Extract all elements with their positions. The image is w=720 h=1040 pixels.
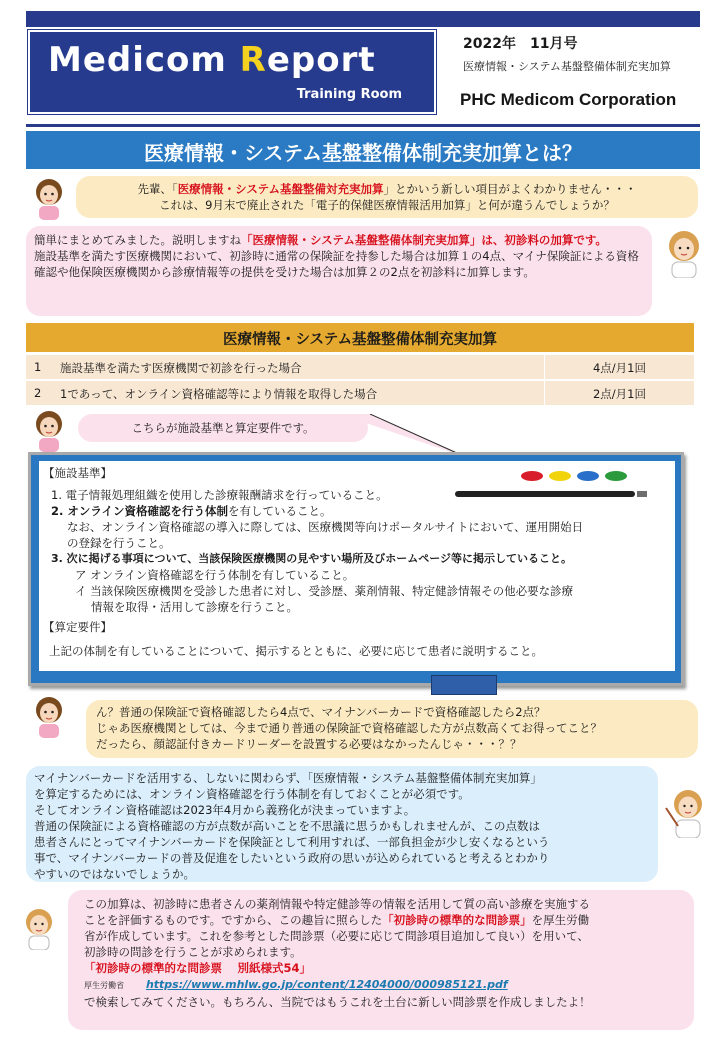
table-row	[26, 381, 694, 405]
row-number: 1	[34, 360, 42, 374]
question-bubble-1	[76, 176, 698, 218]
answer-line: 普通の保険証による資格確認の方が点数が高いことを不思議に思うかもしれませんが、この点数は	[34, 819, 540, 833]
marker-dots	[521, 471, 631, 483]
junior-staff-avatar-icon	[30, 694, 68, 738]
answer-line: 事で、マイナンバーカードの普及促進をしたいという政府の思いが込められていると考えるとわかり	[34, 851, 550, 865]
medicom-report-logo	[28, 30, 436, 114]
questionnaire-bubble	[68, 890, 694, 1030]
explanation-bubble	[26, 226, 652, 316]
logo-subtitle: Training Room	[296, 87, 402, 102]
bubble-1-highlight: 医療情報・システム基盤整備対充実加算	[177, 182, 384, 196]
page-title: 医療情報・システム基盤整備体制充実加算とは？	[144, 141, 582, 165]
standard-item-2-bold: 2. オンライン資格確認を行う体制	[51, 504, 229, 518]
row-description: 1であって、オンライン資格確認等により情報を取得した場合	[60, 387, 378, 401]
table-row	[26, 355, 694, 379]
standard-item-3b: イ 当該保険医療機関を受診した患者に対し、受診歴、薬剤情報、特定健診情報その他必要な診療	[75, 584, 574, 598]
green-marker-icon	[605, 471, 627, 481]
row-points: 2点/月1回	[544, 381, 694, 405]
junior-staff-avatar-icon	[30, 408, 68, 452]
facility-standards-label: 【施設基準】	[43, 466, 112, 480]
questionnaire-line	[84, 912, 684, 928]
requirements-intro-bubble: こちらが施設基準と算定要件です。	[78, 414, 368, 442]
explanation-intro	[34, 232, 644, 248]
red-marker-icon	[521, 471, 543, 481]
question-2-line: だったら、顔認証付きカードリーダーを設置する必要はなかったんじゃ・・・？？	[96, 737, 522, 751]
answer-line: を算定するためには、オンライン資格確認を行う体制を有しておくことが必須です。	[34, 787, 470, 801]
title-banner	[26, 131, 700, 169]
standard-item-3: 3. 次に掲げる事項について、当該保険医療機関の見やすい場所及びホームページ等に掲示していること。	[51, 552, 572, 565]
questionnaire-highlight: 「初診時の標準的な問診票」	[382, 913, 532, 927]
reference-url-link[interactable]: https://www.mhlw.go.jp/content/12404000/000985121.pdf	[145, 978, 508, 991]
standard-item-3a: ア オンライン資格確認を行う体制を有していること。	[75, 568, 355, 582]
explanation-intro-text: 簡単にまとめてみました。説明しますね	[34, 233, 241, 247]
answer-line: やすいのではないでしょうか。	[34, 867, 195, 881]
standard-item-2	[51, 503, 332, 519]
question-2-line: ん？普通の保険証で資格確認したら4点で、マイナンバーカードで資格確認したら2点？	[96, 705, 546, 719]
explanation-body: 施設基準を満たす医療機関において、初診時に通常の保険証を持参した場合は加算１の4点、マイナ保険証による資格確認や他保険医療機関から診療情報等の提供を受けた場合は加算２の2点を初診料に加算します。	[34, 249, 639, 279]
logo-title: Medicom Report	[48, 40, 376, 80]
questionnaire-text-end: を厚生労働	[531, 913, 590, 927]
pen-icon	[455, 491, 635, 497]
questionnaire-closing: で検索してみてください。もちろん、当院ではもうこれを土台に新しい問診票を作成しましたよ！	[84, 995, 591, 1009]
answer-line: そしてオンライン資格確認は2023年4月から義務化が決まっていますよ。	[34, 803, 416, 817]
pen-cap-icon	[637, 491, 647, 497]
questionnaire-line: この加算は、初診時に患者さんの薬剤情報や特定健診等の情報を活用して質の高い診療を実施する	[84, 897, 590, 911]
answer-line: 患者さんにとってマイナンバーカードを保険証として利用すれば、一部負担金が少し安くなるという	[34, 835, 550, 849]
calculation-requirement-text: 上記の体制を有していることについて、掲示するとともに、必要に応じて患者に説明すること。	[49, 644, 544, 658]
row-description: 施設基準を満たす医療機関で初診を行った場合	[60, 361, 302, 375]
bubble-1-line-1	[84, 181, 690, 197]
bubble-1-line-2: これは、9月末で廃止された「電子的保健医療情報活用加算」と何が違うんでしょうか？	[159, 198, 615, 212]
header-divider	[26, 124, 700, 127]
standard-item-3b-cont: 情報を取得・活用して診療を行うこと。	[91, 600, 298, 614]
question-bubble-2	[86, 700, 698, 758]
company-name: PHC Medicom Corporation	[460, 90, 677, 109]
yellow-marker-icon	[549, 471, 571, 481]
standard-item-2-note: なお、オンライン資格確認の導入に際しては、医療機関等向けポータルサイトにおいて、運用開始日	[67, 520, 584, 534]
whiteboard-surface	[39, 461, 675, 671]
eraser-icon	[431, 675, 497, 695]
questionnaire-text: ことを評価するものです。ですから、この趣旨に照らした	[84, 913, 383, 927]
junior-staff-avatar-icon	[30, 176, 68, 220]
bubble-1-text: 先輩、「	[137, 182, 178, 196]
bubble-1-text-end: 」とかいう新しい項目がよくわかりません・・・	[383, 182, 637, 196]
senior-staff-avatar-icon	[662, 228, 706, 278]
question-2-line: じゃあ医療機関としては、今まで通り普通の保険証で資格確認した方が点数高くてお得ってこと？	[96, 721, 602, 735]
senior-staff-avatar-icon	[20, 906, 58, 950]
requirements-whiteboard	[28, 452, 684, 686]
addition-table-heading: 医療情報・システム基盤整備体制充実加算	[26, 323, 694, 352]
answer-line: マイナンバーカードを活用する、しないに関わらず、「医療情報・システム基盤整備体制充実加算」	[34, 771, 542, 785]
top-bar	[26, 11, 700, 27]
blue-marker-icon	[577, 471, 599, 481]
standard-item-1: 1. 電子情報処理組織を使用した診療報酬請求を行っていること。	[51, 488, 388, 502]
standard-item-2-rest: を有していること。	[228, 504, 332, 518]
explanation-highlight: 「医療情報・システム基盤整備体制充実加算」は、初診料の加算です。	[241, 233, 607, 247]
source-label: 厚生労働省	[84, 981, 124, 990]
questionnaire-line: 初診時の問診を行うことが求められます。	[84, 945, 302, 959]
reference-link-line	[84, 976, 684, 994]
issue-date: 2022年 11月号	[463, 36, 578, 52]
teacher-pointer-avatar-icon	[664, 786, 708, 838]
calculation-requirements-label: 【算定要件】	[43, 620, 112, 634]
answer-bubble	[26, 766, 658, 882]
row-number: 2	[34, 386, 42, 400]
questionnaire-line: 省が作成しています。これを参考とした問診票（必要に応じて問診項目追加して良い）を用いて、	[84, 929, 589, 943]
questionnaire-reference-title: 「初診時の標準的な問診票 別紙様式54」	[84, 961, 312, 975]
issue-theme: 医療情報・システム基盤整備体制充実加算	[463, 60, 671, 73]
row-points: 4点/月1回	[544, 355, 694, 379]
standard-item-2-note-cont: の登録を行うこと。	[67, 536, 171, 550]
